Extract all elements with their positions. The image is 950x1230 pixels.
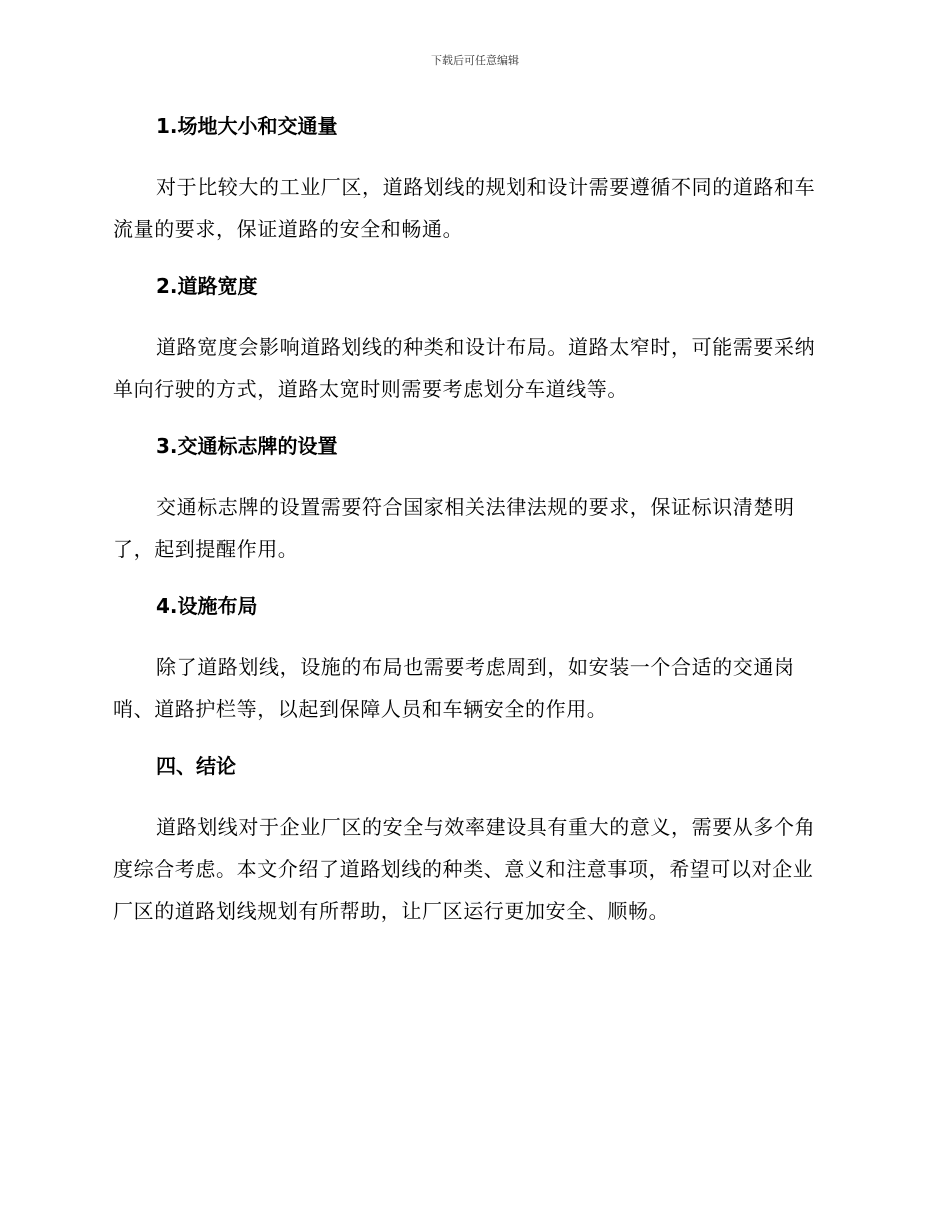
section-heading-conclusion: 四、结论 xyxy=(156,754,236,778)
section-paragraph-site-size: 对于比较大的工业厂区，道路划线的规划和设计需要遵循不同的道路和车流量的要求，保证道路的安全和畅通。 xyxy=(113,175,816,241)
section-paragraph-conclusion: 道路划线对于企业厂区的安全与效率建设具有重大的意义，需要从多个角度综合考虑。本文介绍了道路划线的种类、意义和注意事项，希望可以对企业厂区的道路划线规划有所帮助，让厂区运行更加安全、顺畅。 xyxy=(113,815,816,923)
section-heading-road-width: 2.道路宽度 xyxy=(156,274,258,298)
section-heading-traffic-signs: 3.交通标志牌的设置 xyxy=(156,434,338,458)
section-heading-site-size: 1.场地大小和交通量 xyxy=(156,114,338,138)
section-paragraph-traffic-signs: 交通标志牌的设置需要符合国家相关法律法规的要求，保证标识清楚明了，起到提醒作用。 xyxy=(113,495,795,561)
section-paragraph-road-width: 道路宽度会影响道路划线的种类和设计布局。道路太窄时，可能需要采纳单向行驶的方式，道路太宽时则需要考虑划分车道线等。 xyxy=(113,335,816,401)
section-heading-facility-layout: 4.设施布局 xyxy=(156,594,258,618)
page-header-watermark: 下载后可任意编辑 xyxy=(431,54,519,67)
document-body xyxy=(113,112,833,932)
section-paragraph-facility-layout: 除了道路划线，设施的布局也需要考虑周到，如安装一个合适的交通岗哨、道路护栏等，以起到保障人员和车辆安全的作用。 xyxy=(113,655,795,721)
